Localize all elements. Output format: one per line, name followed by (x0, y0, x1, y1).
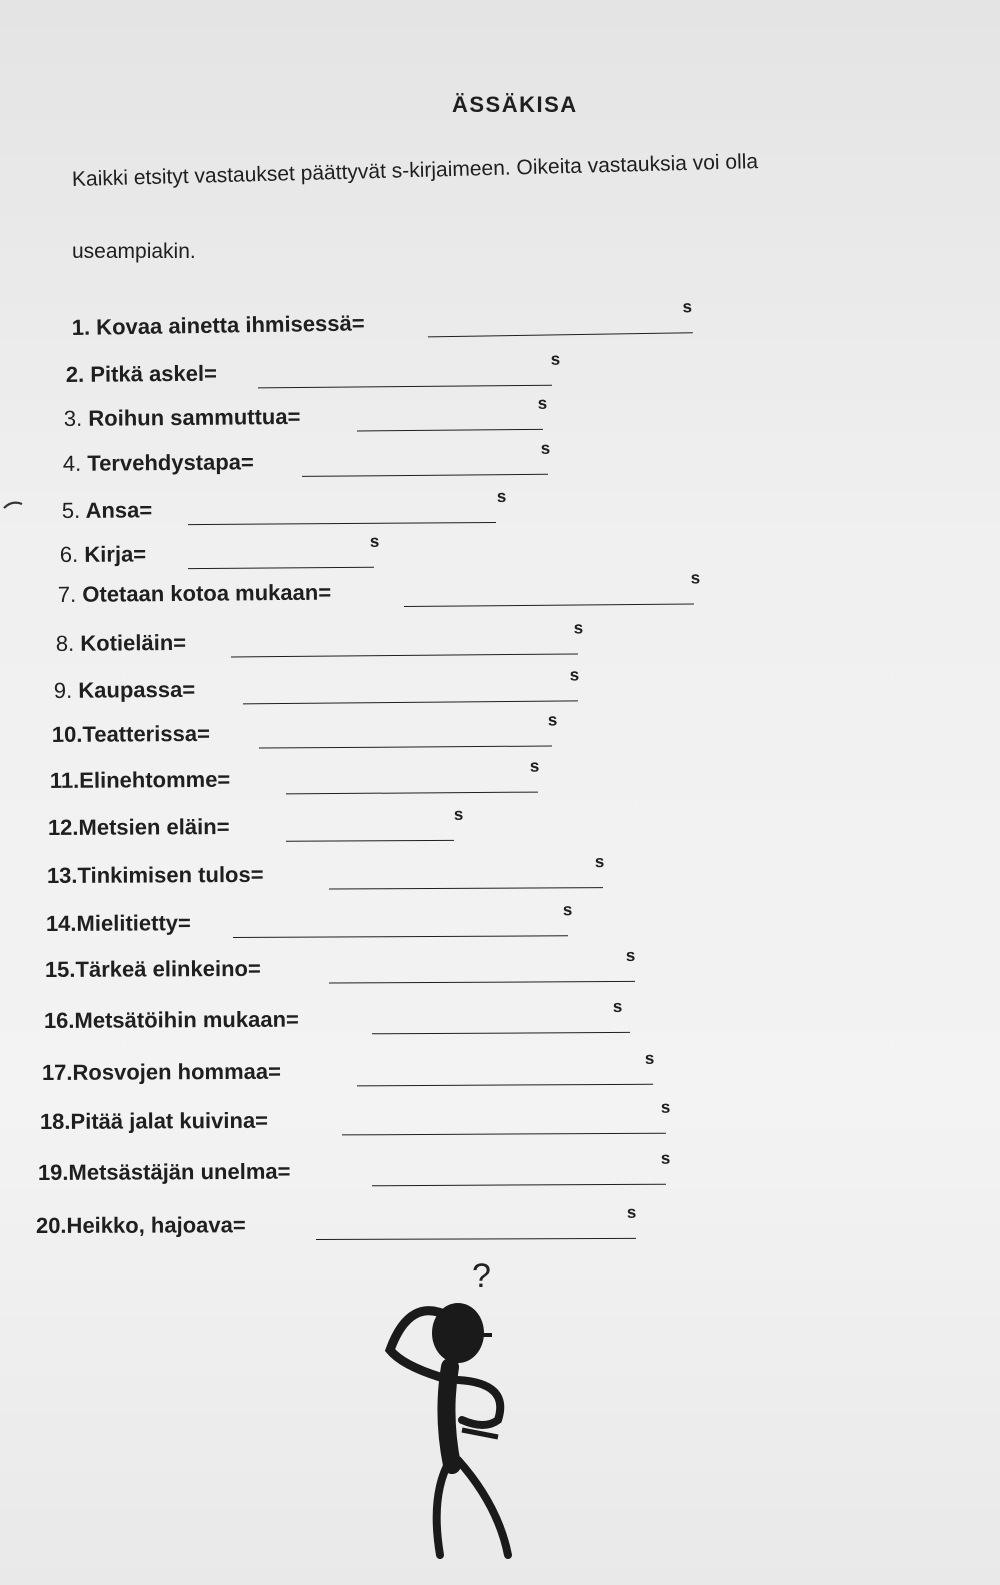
answer-blank[interactable] (302, 474, 548, 477)
answer-ending-letter: s (453, 804, 464, 824)
answer-ending-letter: s (660, 1097, 671, 1117)
answer-ending-letter: s (612, 996, 623, 1017)
answer-blank[interactable] (357, 1084, 653, 1087)
question-row (51, 710, 582, 752)
question-number: 14. (45, 910, 77, 937)
answer-ending-letter: s (690, 568, 701, 588)
question-text: Pitää jalat kuivina= (70, 1107, 269, 1134)
question-text: Kovaa ainetta ihmisessä= (89, 310, 365, 340)
answer-ending-letter: s (569, 665, 580, 685)
question-text: Metsästäjän unelma= (68, 1158, 291, 1185)
question-row (55, 618, 608, 661)
question-number: 8. (55, 630, 75, 657)
question-text: Pitkä askel= (84, 360, 218, 387)
answer-blank[interactable] (316, 1238, 636, 1240)
question-row (37, 1148, 696, 1190)
answer-blank[interactable] (231, 653, 578, 657)
question-row (47, 804, 484, 845)
question-text: Tervehdystapa= (81, 449, 254, 476)
question-number: 4. (62, 450, 82, 477)
question-text: Tärkeä elinkeino= (75, 955, 261, 982)
answer-ending-letter: s (573, 618, 584, 638)
question-row (59, 531, 404, 572)
instructions-line-2: useampiakin. (72, 240, 196, 263)
answer-blank[interactable] (286, 792, 538, 795)
question-number: 1. (71, 314, 91, 341)
question-mark-text: ? (472, 1257, 491, 1295)
answer-blank[interactable] (342, 1133, 666, 1136)
answer-ending-letter: s (369, 531, 380, 551)
question-row (53, 665, 608, 708)
question-row (46, 852, 633, 893)
question-text: Elinehtomme= (79, 766, 231, 793)
page-title: ÄSSÄKISA (452, 92, 578, 117)
answer-ending-letter: s (644, 1048, 655, 1068)
question-text: Kirja= (78, 541, 147, 567)
question-text: Metsien eläin= (78, 814, 230, 840)
question-row (41, 1048, 683, 1090)
question-row (57, 568, 724, 612)
question-text: Roihun sammuttua= (82, 403, 301, 431)
answer-blank[interactable] (357, 429, 543, 432)
question-number: 17. (41, 1059, 73, 1086)
answer-ending-letter: s (537, 393, 548, 413)
answer-ending-letter: s (625, 945, 636, 965)
answer-blank[interactable] (188, 522, 496, 525)
question-number: 6. (59, 541, 79, 568)
answer-blank[interactable] (372, 1032, 630, 1034)
answer-blank[interactable] (329, 981, 635, 984)
question-number: 3. (63, 405, 83, 432)
question-text: Tinkimisen tulos= (77, 861, 264, 888)
answer-ending-letter: s (540, 438, 551, 458)
question-number: 13. (46, 862, 78, 889)
answer-blank[interactable] (188, 567, 374, 569)
question-number: 20. (35, 1212, 67, 1238)
answer-ending-letter: s (562, 900, 573, 920)
answer-blank[interactable] (286, 840, 454, 842)
question-number: 5. (61, 497, 81, 524)
answer-blank[interactable] (243, 700, 578, 704)
answer-ending-letter: s (529, 756, 540, 776)
question-text: Heikko, hajoava= (66, 1212, 246, 1238)
answer-blank[interactable] (428, 332, 693, 337)
question-number: 11. (49, 767, 80, 794)
answer-ending-letter: s (626, 1202, 637, 1222)
question-text: Mielitietty= (76, 910, 191, 936)
answer-ending-letter: s (496, 486, 507, 506)
question-row (71, 297, 723, 345)
question-number: 7. (57, 581, 77, 608)
question-text: Teatterissa= (82, 720, 210, 747)
question-text: Kaupassa= (72, 676, 196, 703)
question-number: 12. (47, 814, 79, 841)
question-row (49, 756, 568, 798)
question-number: 16. (43, 1007, 75, 1034)
thinking-person-icon (380, 1255, 540, 1580)
answer-ending-letter: s (682, 297, 693, 317)
pen-tick-mark (0, 496, 30, 516)
question-number: 9. (53, 677, 73, 704)
answer-blank[interactable] (233, 935, 568, 938)
question-text: Ansa= (80, 497, 153, 523)
question-row (62, 438, 578, 481)
question-row (65, 349, 582, 392)
question-text: Otetaan kotoa mukaan= (76, 579, 332, 607)
answer-blank[interactable] (259, 746, 552, 749)
question-number: 15. (44, 956, 76, 983)
answer-ending-letter: s (660, 1148, 671, 1168)
question-row (44, 945, 665, 987)
question-text: Rosvojen hommaa= (72, 1058, 282, 1085)
answer-ending-letter: s (550, 349, 561, 369)
instructions-line-1: Kaikki etsityt vastaukset päättyvät s-kirjaimeen. Oikeita vastauksia voi olla (71, 150, 759, 191)
question-row (35, 1202, 666, 1243)
answer-blank[interactable] (329, 887, 603, 889)
question-row (39, 1097, 696, 1139)
answer-blank[interactable] (372, 1184, 666, 1187)
question-row (45, 900, 598, 941)
question-row (63, 393, 573, 436)
answer-ending-letter: s (547, 710, 558, 730)
question-number: 18. (39, 1108, 71, 1135)
question-row (61, 486, 526, 528)
question-text: Kotieläin= (74, 629, 187, 656)
answer-ending-letter: s (594, 852, 605, 872)
question-number: 10. (51, 721, 83, 748)
question-row (43, 996, 660, 1038)
answer-blank[interactable] (404, 603, 694, 607)
question-text: Metsätöihin mukaan= (74, 1006, 299, 1033)
question-number: 2. (65, 361, 85, 388)
question-number: 19. (37, 1159, 69, 1186)
answer-blank[interactable] (258, 385, 552, 389)
